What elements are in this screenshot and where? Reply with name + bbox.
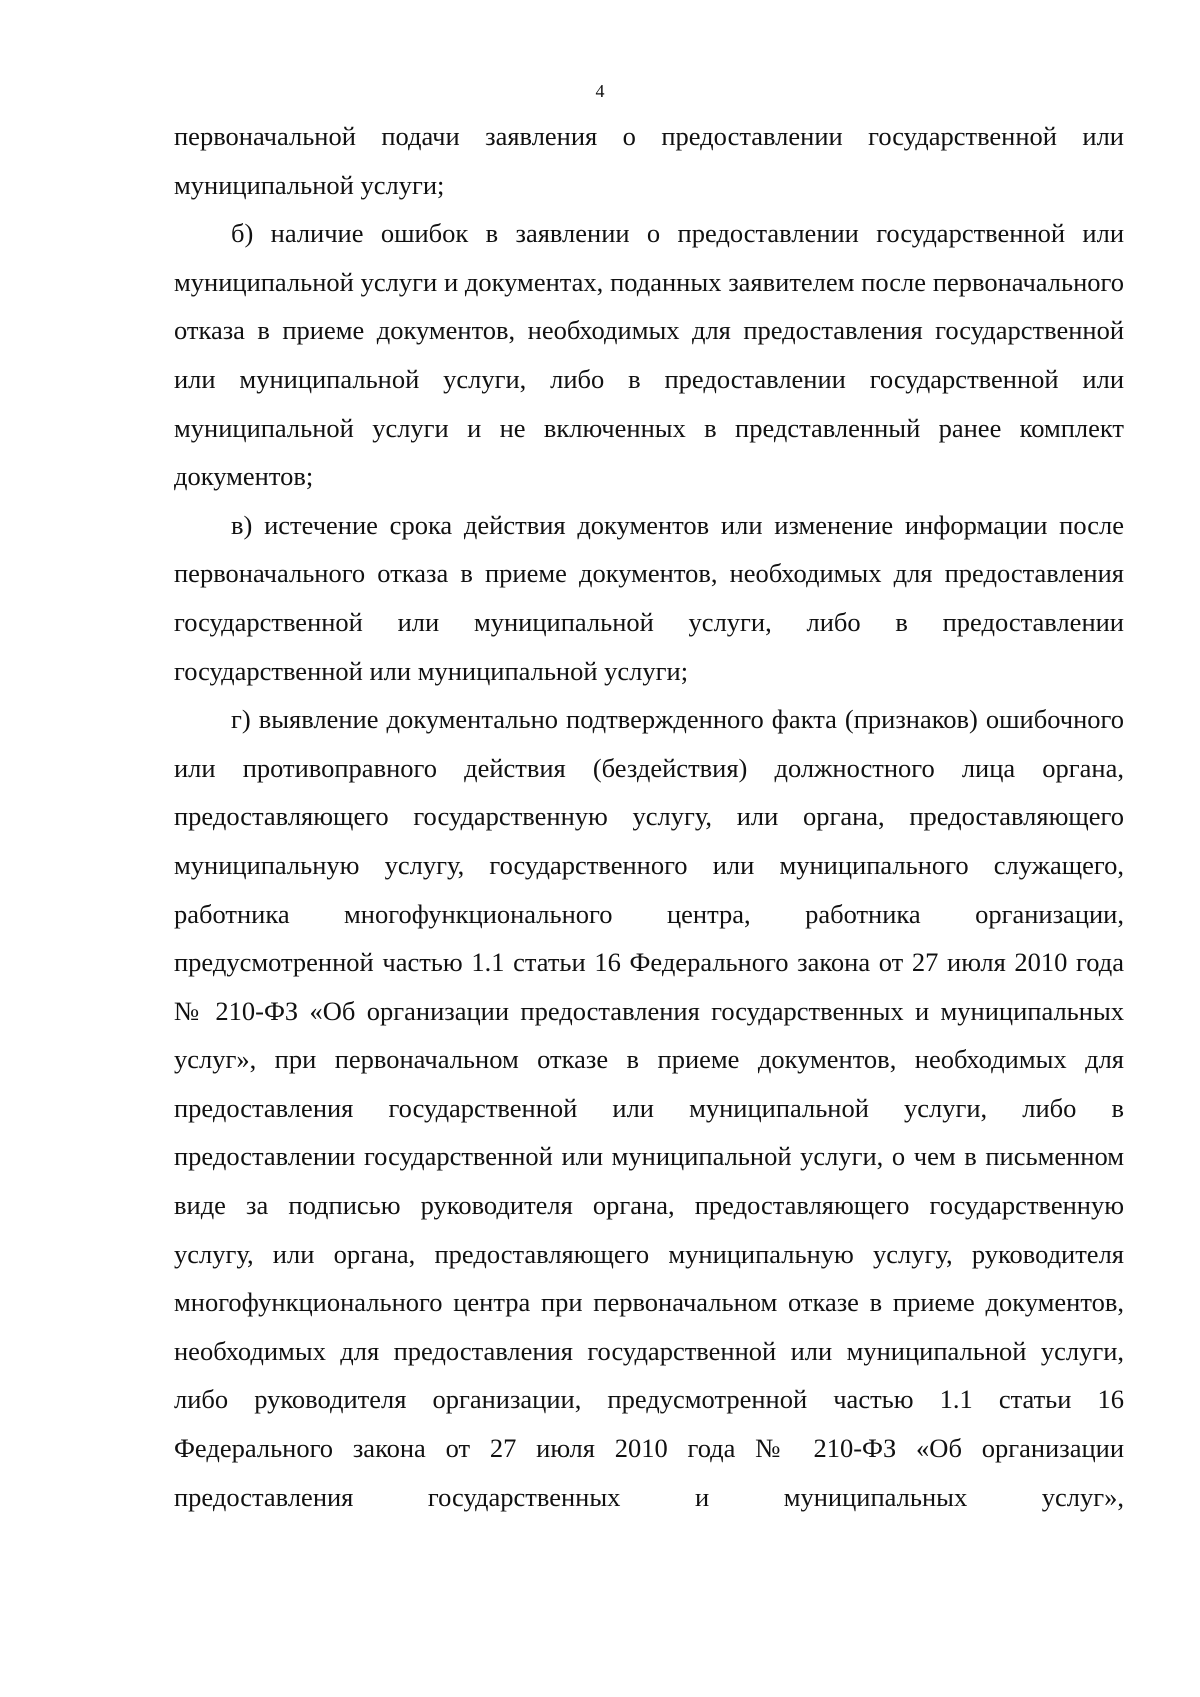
paragraph-item-v: в) истечение срока действия документов или изменение информации после первоначального отказа в приеме документов, необходимых для предоставления государственной или муниципальной услуги, либо в предоставлении государственной или муниципальной услуги; <box>174 509 1124 686</box>
paragraph-item-b: б) наличие ошибок в заявлении о предоставлении государственной или муниципальной услуги и документах, поданных заявителем после первоначального отказа в приеме документов, необходимых для предоставления государственной или муниципальной услуги, либо в предоставлении государственной или муниципальной услуги и не включенных в представленный ранее комплект документов; <box>174 218 1124 492</box>
page-number: 4 <box>595 81 605 101</box>
paragraph-continuation: первоначальной подачи заявления о предоставлении государственной или муниципальной услуги; <box>174 121 1124 200</box>
paragraph-item-g: г) выявление документально подтвержденного факта (признаков) ошибочного или противоправного действия (бездействия) должностного лица органа, предоставляющего государственную услугу, или органа, предоставляющего муниципальную услугу, государственного или муниципального служащего, работника многофункционального центра, работника организации, предусмотренной частью 1.1 статьи 16 Федерального закона от 27 июля 2010 года № 210-ФЗ «Об организации предоставления государственных и муниципальных услуг», при первоначальном отказе в приеме документов, необходимых для предоставления государственной или муниципальной услуги, либо в предоставлении государственной или муниципальной услуги, о чем в письменном виде за подписью руководителя органа, предоставляющего государственную услугу, или органа, предоставляющего муниципальную услугу, руководителя многофункционального центра при первоначальном отказе в приеме документов, необходимых для предоставления государственной или муниципальной услуги, либо руководителя организации, предусмотренной частью 1.1 статьи 16 Федерального закона от 27 июля 2010 года № 210-ФЗ «Об организации предоставления государственных и муниципальных услуг», <box>174 704 1124 1512</box>
document-body <box>174 112 1124 1521</box>
